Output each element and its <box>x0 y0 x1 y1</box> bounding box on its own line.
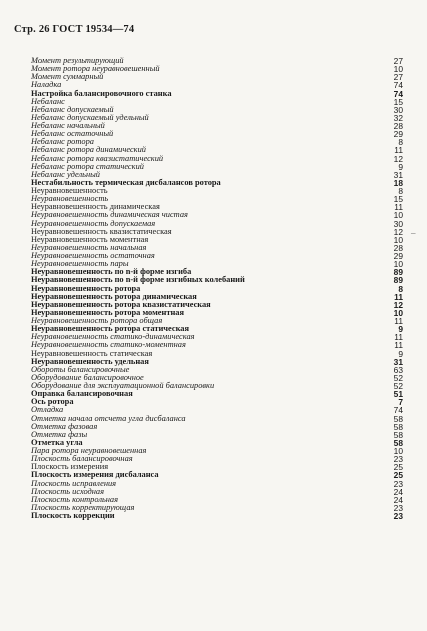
index-term: Момент ротора неуравновешенный <box>31 64 160 74</box>
index-entry <box>31 73 403 81</box>
page-header: Стр. 26 ГОСТ 19534—74 <box>14 24 135 35</box>
index-term: Неуравновешенность статическая <box>31 348 153 358</box>
index-term: Плоскость балансировочная <box>31 454 133 464</box>
index-page-number: 63 <box>393 364 403 375</box>
index-term: Плоскость измерения дисбаланса <box>31 470 159 480</box>
index-page-number: 29 <box>393 129 403 140</box>
index-term: Неуравновешенность квазистатическая <box>31 226 172 236</box>
index-term: Небаланс ротора статический <box>31 161 144 171</box>
index-term: Небаланс удельный <box>31 169 100 179</box>
index-term: Небаланс ротора квазистатический <box>31 153 164 163</box>
index-page-number: 23 <box>393 502 403 513</box>
index-page-number: 11 <box>394 145 403 156</box>
index-page-number: 51 <box>393 389 403 400</box>
index-term: Небаланс допускаемый удельный <box>31 112 149 122</box>
index-term: Небаланс ротора динамический <box>31 145 146 155</box>
index-term: Плоскость исходная <box>31 486 105 496</box>
index-term: Неуравновешенность <box>31 194 109 204</box>
index-term: Небаланс допускаемый <box>31 104 114 114</box>
index-term: Неуравновешенность начальная <box>31 242 147 252</box>
index-page-number: 29 <box>393 251 403 261</box>
index-term: Обороты балансировочные <box>31 364 130 374</box>
index-page-number: 89 <box>393 267 403 278</box>
index-term: Плоскость коррекции <box>31 511 115 520</box>
index-term: Небаланс ротора <box>31 137 94 147</box>
index-page-number: 31 <box>393 169 403 180</box>
index-entry <box>31 90 403 98</box>
index-term: Неуравновешенность по n-й форме изгибных колебаний <box>31 275 245 285</box>
index-page-number: 10 <box>393 259 403 270</box>
index-page-number: 10 <box>393 234 403 245</box>
index-page-number: 30 <box>393 104 403 115</box>
index-term: Момент суммарный <box>31 72 104 82</box>
index-term: Неуравновешенность статико-моментная <box>31 340 186 350</box>
index-page-number: 11 <box>394 316 403 326</box>
index-page-number: 9 <box>398 161 403 172</box>
index-page-number: 28 <box>393 121 403 131</box>
index-page-number: 23 <box>393 454 403 465</box>
index-term: Пара ротора неуравновешенная <box>31 446 147 455</box>
index-term: Отладка <box>31 405 64 415</box>
index-page-number: 11 <box>394 202 403 213</box>
margin-mark: – <box>411 228 416 238</box>
index-page-number: 9 <box>398 324 403 335</box>
index-term: Настройка балансировочного станка <box>31 88 172 98</box>
index-page-number: 31 <box>393 356 403 367</box>
index-page-number: 10 <box>393 446 403 456</box>
index-page-number: 11 <box>394 332 403 343</box>
index-term: Неуравновешенность остаточная <box>31 251 155 260</box>
index-page-number: 9 <box>398 348 403 359</box>
index-entry <box>31 390 403 398</box>
index-term: Отметка угла <box>31 437 83 447</box>
index-term: Неуравновешенность ротора <box>31 283 141 293</box>
index-page-number: 10 <box>393 307 403 318</box>
index-term: Неуравновешенность удельная <box>31 356 149 366</box>
index-term: Неуравновешенность по n-й форме изгиба <box>31 267 192 277</box>
index-term: Наладка <box>31 80 62 90</box>
index-page-number: 27 <box>393 56 403 66</box>
index-term: Неуравновешенность ротора квазистатическая <box>31 299 211 309</box>
index-term: Плоскость корректирующая <box>31 502 135 512</box>
index-term: Неуравновешенность статико-динамическая <box>31 332 195 342</box>
index-page-number: 25 <box>393 470 403 481</box>
index-term: Неуравновешенность допускаемая <box>31 218 156 228</box>
index-term: Отметка фазовая <box>31 421 98 431</box>
index-page-number: 15 <box>393 96 403 107</box>
index-term: Момент результирующий <box>31 56 124 65</box>
index-term: Нестабильность термическая дисбалансов ротора <box>31 177 221 187</box>
index-term: Отметка начала отсчета угла дисбаланса <box>31 413 186 423</box>
index-page-number: 74 <box>393 80 403 91</box>
index-page-number: 30 <box>393 218 403 229</box>
index-term: Небаланс <box>31 96 65 106</box>
index-term: Небаланс остаточный <box>31 129 114 139</box>
index-entry <box>31 431 403 439</box>
index-page-number: 58 <box>393 421 403 432</box>
index-term: Отметка фазы <box>31 429 88 439</box>
index-page-number: 10 <box>393 64 403 75</box>
index-page-number: 32 <box>393 112 403 123</box>
index-page-number: 18 <box>393 177 403 188</box>
index-page-number: 58 <box>393 413 403 424</box>
index-term: Неуравновешенность ротора статическая <box>31 324 189 334</box>
index-term: Неуравновешенность ротора моментная <box>31 307 184 317</box>
index-page-number: 58 <box>393 429 403 440</box>
index-page-number: 8 <box>398 283 403 294</box>
index-page-number: 8 <box>398 186 403 196</box>
index-list <box>31 57 403 520</box>
index-term: Неуравновешенность динамическая <box>31 202 160 212</box>
index-term: Неуравновешенность ротора динамическая <box>31 291 197 301</box>
index-page-number: 52 <box>393 372 403 383</box>
index-page-number: 11 <box>394 340 403 351</box>
index-page-number: 23 <box>393 511 403 521</box>
index-page-number: 8 <box>398 137 403 148</box>
index-term: Неуравновешенность пары <box>31 259 129 269</box>
index-page-number: 74 <box>393 405 403 416</box>
index-term: Оборудование балансировочное <box>31 372 144 382</box>
index-page-number: 24 <box>393 486 403 497</box>
index-page-number: 24 <box>393 494 403 505</box>
index-page-number: 25 <box>393 462 403 473</box>
index-page-number: 52 <box>393 381 403 391</box>
index-term: Неуравновешенность <box>31 186 108 195</box>
index-page-number: 58 <box>393 437 403 448</box>
index-page-number: 27 <box>393 72 403 83</box>
index-term: Оправка балансировочная <box>31 389 133 399</box>
index-term: Неуравновешенность ротора общая <box>31 316 163 325</box>
index-page-number: 11 <box>394 291 403 302</box>
index-page-number: 74 <box>393 88 403 99</box>
index-page-number: 15 <box>393 194 403 205</box>
index-term: Неуравновешенность моментная <box>31 234 149 244</box>
index-term: Плоскость исправления <box>31 478 117 488</box>
index-term: Ось ротора <box>31 397 74 407</box>
index-page-number: 7 <box>398 397 403 408</box>
index-term: Неуравновешенность динамическая чистая <box>31 210 188 220</box>
index-term: Небаланс начальный <box>31 121 105 130</box>
index-term: Плоскость контрольная <box>31 494 119 504</box>
index-page-number: 28 <box>393 242 403 253</box>
index-page-number: 12 <box>393 226 403 237</box>
index-entry <box>31 512 403 520</box>
index-page-number: 10 <box>393 210 403 221</box>
index-page-number: 12 <box>393 299 403 310</box>
index-term: Плоскость измерения <box>31 462 109 472</box>
index-page-number: 89 <box>393 275 403 286</box>
index-page-number: 23 <box>393 478 403 489</box>
index-page-number: 12 <box>393 153 403 164</box>
index-entry <box>31 398 403 406</box>
index-term: Оборудование для эксплуатационной балансировки <box>31 381 215 390</box>
